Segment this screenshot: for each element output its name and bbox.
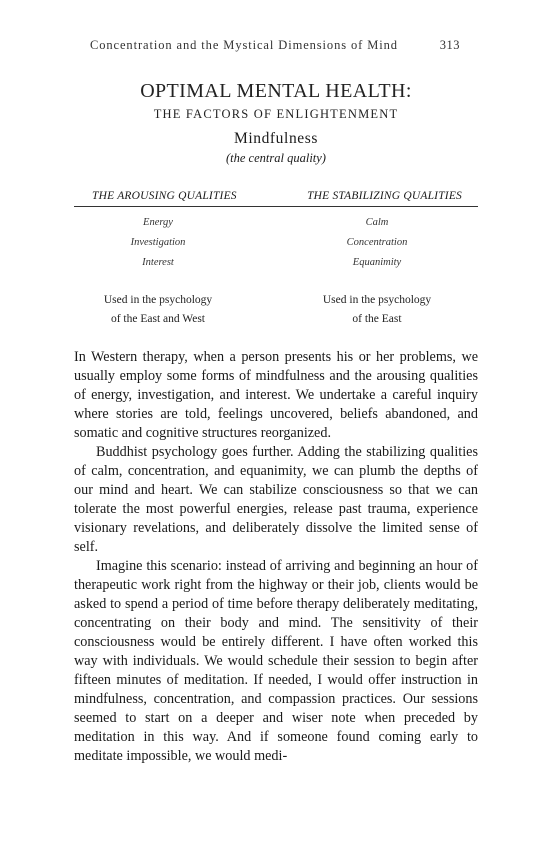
quality-item: Interest xyxy=(142,257,174,268)
running-head xyxy=(90,38,460,53)
figure-title: OPTIMAL MENTAL HEALTH: xyxy=(140,80,412,102)
page-number: 313 xyxy=(439,38,460,52)
paragraph: In Western therapy, when a person presents his or her problems, we usually employ some forms of mindfulness and the arousing qualities of energy, investigation, and interest. We undertake a careful inquiry where stories are told, feelings uncovered, beliefs abandoned, and somatic and cognitive structures reorganized. xyxy=(74,349,478,441)
paragraph: Buddhist psychology goes further. Adding the stabilizing qualities of calm, concentration, and equanimity, we can plumb the depths of our mind and heart. We can stabilize consciousness so that we can tolerate the most powerful energies, release past trauma, experience visionary revelations, and deliberately dissolve the limited sense of self. xyxy=(74,444,478,555)
quality-item: Equanimity xyxy=(352,257,402,268)
figure-subtitle: THE FACTORS OF ENLIGHTENMENT xyxy=(153,107,399,121)
quality-item: Investigation xyxy=(130,237,186,248)
running-title: Concentration and the Mystical Dimensions of Mind xyxy=(90,38,398,52)
right-column xyxy=(276,213,478,329)
qualities-table xyxy=(74,189,478,329)
quality-item: Concentration xyxy=(346,237,408,248)
quality-item: Calm xyxy=(365,217,389,228)
note-line: of the East xyxy=(352,313,402,325)
column-headings xyxy=(74,189,478,204)
center-quality-sublabel: (the central quality) xyxy=(226,151,326,165)
left-column-heading: THE AROUSING QUALITIES xyxy=(92,190,237,202)
body-text xyxy=(74,348,478,766)
column-bodies xyxy=(74,213,478,329)
note-line: Used in the psychology xyxy=(103,294,213,306)
left-column-note xyxy=(74,291,242,329)
right-column-heading: THE STABILIZING QUALITIES xyxy=(307,190,462,202)
paragraph: Imagine this scenario: instead of arriving and beginning an hour of therapeutic work right from the highway or their job, clients would be asked to spend a period of time before therapy deliberately meditating, concentrating on their body and mind. The sensitivity of their consciousness would be entirely different. I have often worked this way with individuals. We would schedule their session to begin after fifteen minutes of meditation. If needed, I would offer instruction in mindfulness, concentration, and compassion practices. Our sessions seemed to start on a deeper and wiser note when preceded by meditation in this way. And if someone found coming early to meditate impossible, we would medi- xyxy=(74,558,478,764)
table-rule xyxy=(74,206,478,207)
left-column xyxy=(74,213,276,329)
figure-title-block xyxy=(74,80,478,166)
note-line: Used in the psychology xyxy=(322,294,432,306)
right-column-note xyxy=(276,291,478,329)
quality-item: Energy xyxy=(143,217,173,228)
center-quality-label: Mindfulness xyxy=(233,130,319,147)
note-line: of the East and West xyxy=(110,313,206,325)
